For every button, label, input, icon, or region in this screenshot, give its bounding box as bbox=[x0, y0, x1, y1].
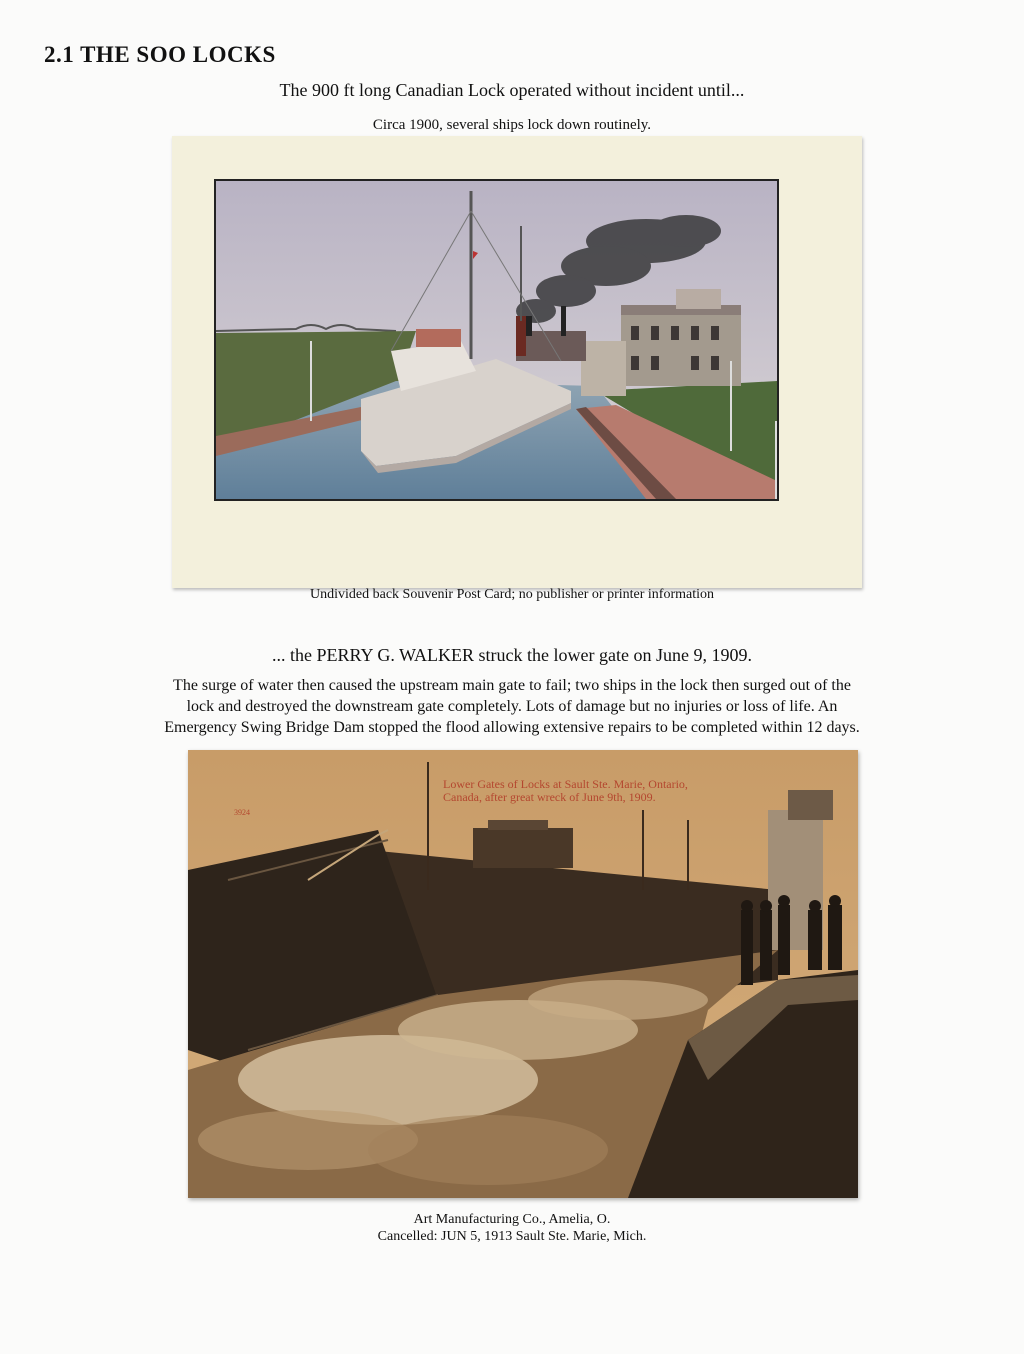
card2-caption-line: Lower Gates of Locks at Sault Ste. Marie, Ontario, bbox=[443, 777, 688, 791]
card1-caption: Circa 1900, several ships lock down routinely. bbox=[372, 117, 652, 133]
paragraph-line: lock and destroyed the downstream gate completely. Lots of damage but no injuries or loss of life. An bbox=[186, 698, 838, 715]
card2-printed-caption bbox=[443, 778, 688, 804]
intro-text: The 900 ft long Canadian Lock operated without incident until... bbox=[279, 80, 745, 100]
paragraph-line: The surge of water then caused the upstream main gate to fail; two ships in the lock then surged out of the bbox=[173, 677, 851, 694]
lock-photo bbox=[214, 179, 779, 501]
section2-heading: ... the PERRY G. WALKER struck the lower gate on June 9, 1909. bbox=[272, 645, 752, 665]
card2-caption-line: Canada, after great wreck of June 9th, 1909. bbox=[443, 790, 656, 804]
postcard-lock-scene bbox=[172, 136, 862, 588]
paragraph-line: Emergency Swing Bridge Dam stopped the flood allowing extensive repairs to be completed within 12 days. bbox=[164, 719, 860, 736]
flood-illustration bbox=[188, 750, 858, 1198]
card-number: 3924 bbox=[234, 808, 250, 817]
card1-footnote: Undivided back Souvenir Post Card; no publisher or printer information bbox=[310, 587, 714, 602]
lock-illustration bbox=[216, 181, 777, 499]
postcard-flood-scene bbox=[188, 750, 858, 1198]
page-title: 2.1 THE SOO LOCKS bbox=[44, 42, 276, 67]
card2-credit-publisher: Art Manufacturing Co., Amelia, O. bbox=[413, 1212, 611, 1227]
card2-credit-cancellation: Cancelled: JUN 5, 1913 Sault Ste. Marie, Mich. bbox=[377, 1229, 647, 1244]
